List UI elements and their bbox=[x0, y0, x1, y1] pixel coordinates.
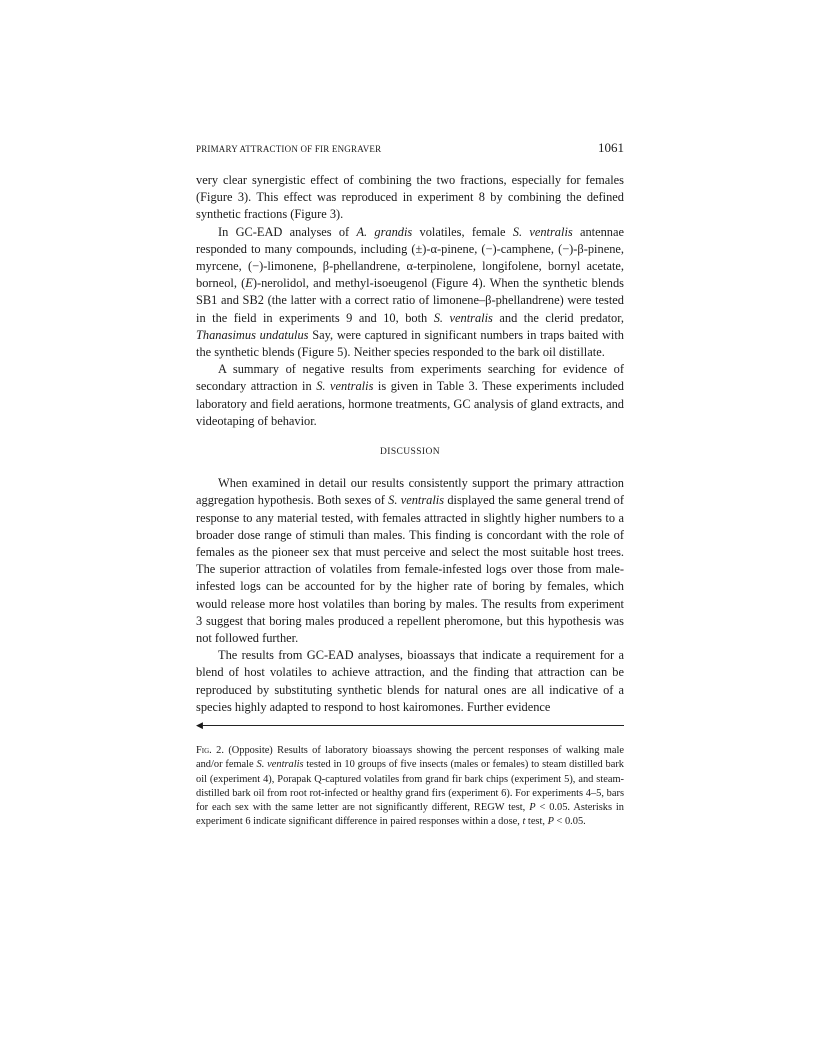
paragraph: A summary of negative results from experiments searching for evidence of secondary attraction in S. ventralis is given in Table 3. These experiments included laboratory and field aerations, hormone treatments, GC analysis of gland extracts, and videotaping of behavior. bbox=[196, 362, 624, 428]
paragraph: In GC-EAD analyses of A. grandis volatiles, female S. ventralis antennae responded to many compounds, including (±)-α-pinene, (−)-camphene, (−)-β-pinene, myrcene, (−)-limonene, β-phellandrene, α-terpinolene, longifolene, bornyl acetate, borneol, (E)-nerolidol, and methyl-isoeugenol (Figure 4). When the synthetic blends SB1 and SB2 (the latter with a correct ratio of limonene–β-phellandrene) were tested in the field in experiments 9 and 10, both S. ventralis and the clerid predator, Thanasimus undatulus Say, were captured in significant numbers in traps baited with the synthetic blends (Figure 5). Neither species responded to the bark oil distillate. bbox=[196, 224, 624, 360]
figure-separator bbox=[196, 720, 624, 730]
figure-caption: Fig. 2. (Opposite) Results of laboratory bioassays showing the percent responses of walking male and/or female S. ventralis tested in 10 groups of five insects (males or females) to steam distilled bark oil (experiment 4), Porapak Q-captured volatiles from grand fir bark chips (experiment 5), and steam-distilled bark oil from root rot-infected or healthy grand firs (experiment 6). For experiments 4–5, bars for each sex with the same letter are not significantly different, REGW test, P < 0.05. Asterisks in experiment 6 indicate significant difference in paired responses within a dose, t test, P < 0.05. bbox=[196, 745, 625, 828]
paragraph: When examined in detail our results consistently support the primary attraction aggregation hypothesis. Both sexes of S. ventralis displayed the same general trend of response to any material tested, with females attracted in slightly higher numbers to a broader dose range of stimuli than males. This finding is concordant with the role of females as the pioneer sex that must perceive and select the most suitable host trees. The superior attraction of volatiles from female-infested logs over those from male-infested logs can be accounted for by the higher rate of boring by females, which would release more host volatiles than boring by males. The results from experiment 3 suggest that boring males produced a repellent pheromone, but this hypothesis was not followed further. bbox=[196, 476, 624, 646]
body-text bbox=[196, 172, 624, 716]
page-number: 1061 bbox=[598, 140, 624, 155]
paragraph: The results from GC-EAD analyses, bioassays that indicate a requirement for a blend of host volatiles to achieve attraction, and the finding that attraction can be reproduced by substituting synthetic blends for natural ones are all indicative of a species highly adapted to respond to host kairomones. Further evidence bbox=[196, 648, 624, 714]
running-head-title: PRIMARY ATTRACTION OF FIR ENGRAVER bbox=[196, 144, 382, 154]
section-heading: DISCUSSION bbox=[380, 447, 440, 458]
arrow-left-icon: ◀ bbox=[196, 720, 203, 731]
page bbox=[196, 140, 624, 840]
paragraph: very clear synergistic effect of combining the two fractions, especially for females (Figure 3). This effect was reproduced in experiment 8 by combining the defined synthetic fractions (Figure 3). bbox=[196, 173, 624, 222]
running-head bbox=[196, 140, 624, 156]
separator-rule bbox=[202, 725, 624, 726]
